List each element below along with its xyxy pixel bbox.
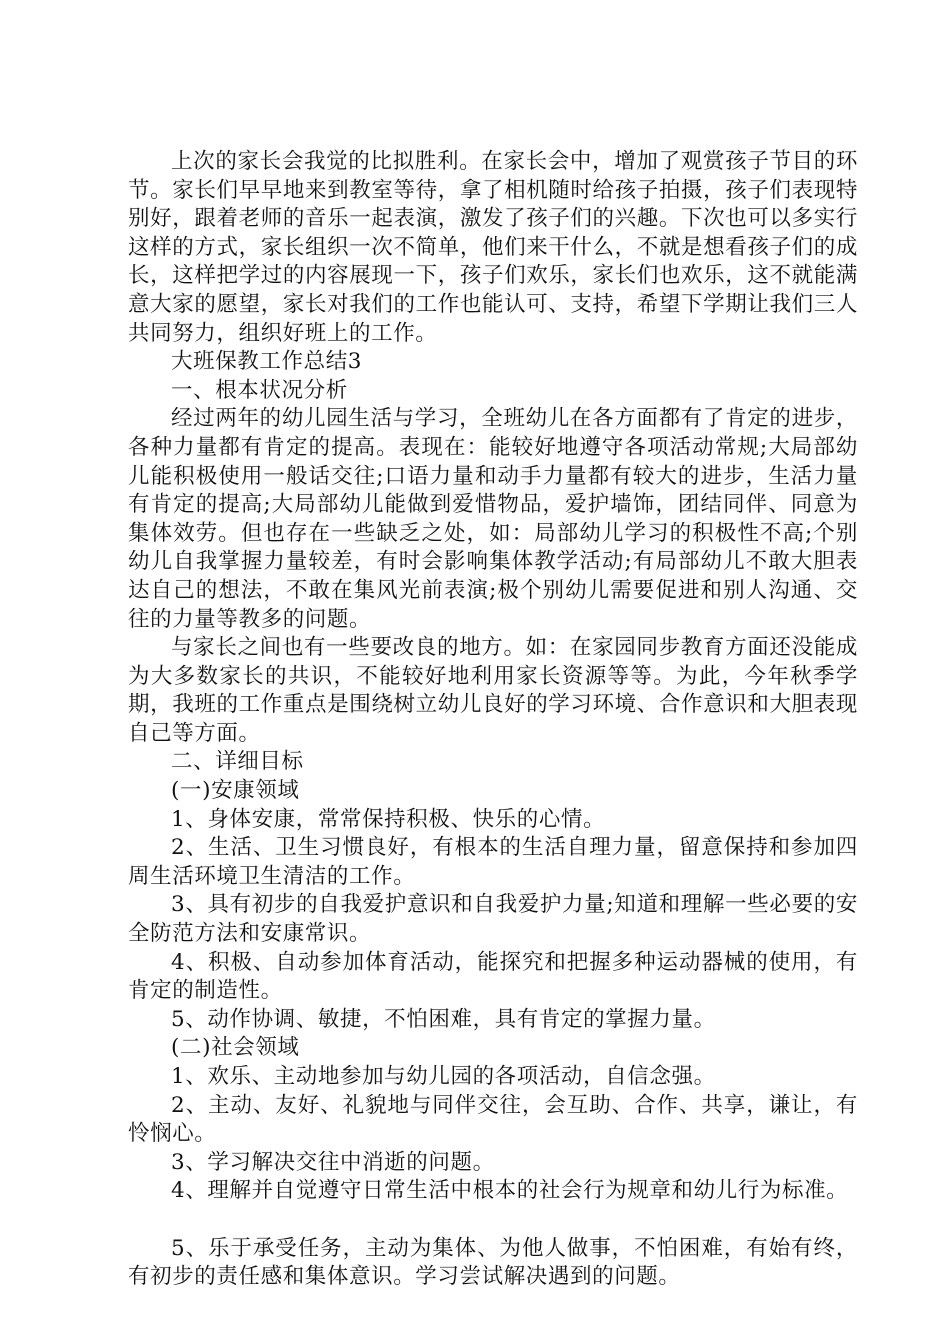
list-item: 1、欢乐、主动地参加与幼儿园的各项活动，自信念强。 — [171, 1064, 716, 1089]
heading-goals: 二、详细目标 — [171, 749, 304, 775]
list-item: 2、生活、卫生习惯良好，有根本的生活自理力量，留意保持和参加四周生活环境卫生清洁的工作。 — [128, 835, 858, 889]
heading-basic-situation: 一、根本状况分析 — [171, 377, 348, 403]
paragraph-analysis: 经过两年的幼儿园生活与学习，全班幼儿在各方面都有了肯定的进步，各种力量都有肯定的提高。表现在：能较好地遵守各项活动常规;大局部幼儿能积极使用一般话交往;口语力量和动手力量都有较大的进步，生活力量有肯定的提高;大局部幼儿能做到爱惜物品，爱护墙饰，团结同伴、同意为集体效劳。但也存在一些缺乏之处，如：局部幼儿学习的积极性不高;个别幼儿自我掌握力量较差，有时会影响集体教学活动;有局部幼儿不敢大胆表达自己的想法，不敢在集风光前表演;极个别幼儿需要促进和别人沟通、交往的力量等教多的问题。 — [128, 406, 858, 632]
subheading-social: (二)社会领域 — [171, 1035, 300, 1061]
paragraph-parents: 与家长之间也有一些要改良的地方。如：在家园同步教育方面还没能成为大多数家长的共识，不能较好地利用家长资源等等。为此，今年秋季学期，我班的工作重点是围绕树立幼儿良好的学习环境、合作意识和大胆表现自己等方面。 — [128, 635, 858, 746]
list-item: 3、学习解决交往中消逝的问题。 — [171, 1149, 495, 1175]
list-item: 4、积极、自动参加体育活动，能探究和把握多种运动器械的使用，有肯定的制造性。 — [128, 949, 858, 1004]
list-item: 5、动作协调、敏捷，不怕困难，具有肯定的掌握力量。 — [171, 1006, 716, 1032]
list-item: 5、乐于承受任务，主动为集体、为他人做事，不怕困难，有始有终，有初步的责任感和集体意识。学习尝试解决遇到的问题。 — [128, 1235, 858, 1290]
document-body — [128, 148, 858, 1292]
list-item: 1、身体安康，常常保持积极、快乐的心情。 — [171, 806, 606, 832]
list-item: 3、具有初步的自我爱护意识和自我爱护力量;知道和理解一些必要的安全防范方法和安康常识。 — [128, 892, 858, 947]
list-item: 2、主动、友好、礼貌地与同伴交往，会互助、合作、共享，谦让，有怜悯心。 — [128, 1092, 858, 1147]
section-title: 大班保教工作总结3 — [171, 349, 363, 375]
list-item: 4、理解并自觉遵守日常生活中根本的社会行为规章和幼儿行为标准。 — [171, 1178, 849, 1204]
subheading-health: (一)安康领域 — [171, 778, 300, 804]
paragraph-parent-meeting: 上次的家长会我觉的比拟胜利。在家长会中，增加了观赏孩子节目的环节。家长们早早地来到教室等待，拿了相机随时给孩子拍摄，孩子们表现特别好，跟着老师的音乐一起表演，激发了孩子们的兴趣。下次也可以多实行这样的方式，家长组织一次不简单，他们来干什么，不就是想看孩子们的成长，这样把学过的内容展现一下，孩子们欢乐，家长们也欢乐，这不就能满意大家的愿望，家长对我们的工作也能认可、支持，希望下学期让我们三人共同努力，组织好班上的工作。 — [128, 149, 858, 346]
